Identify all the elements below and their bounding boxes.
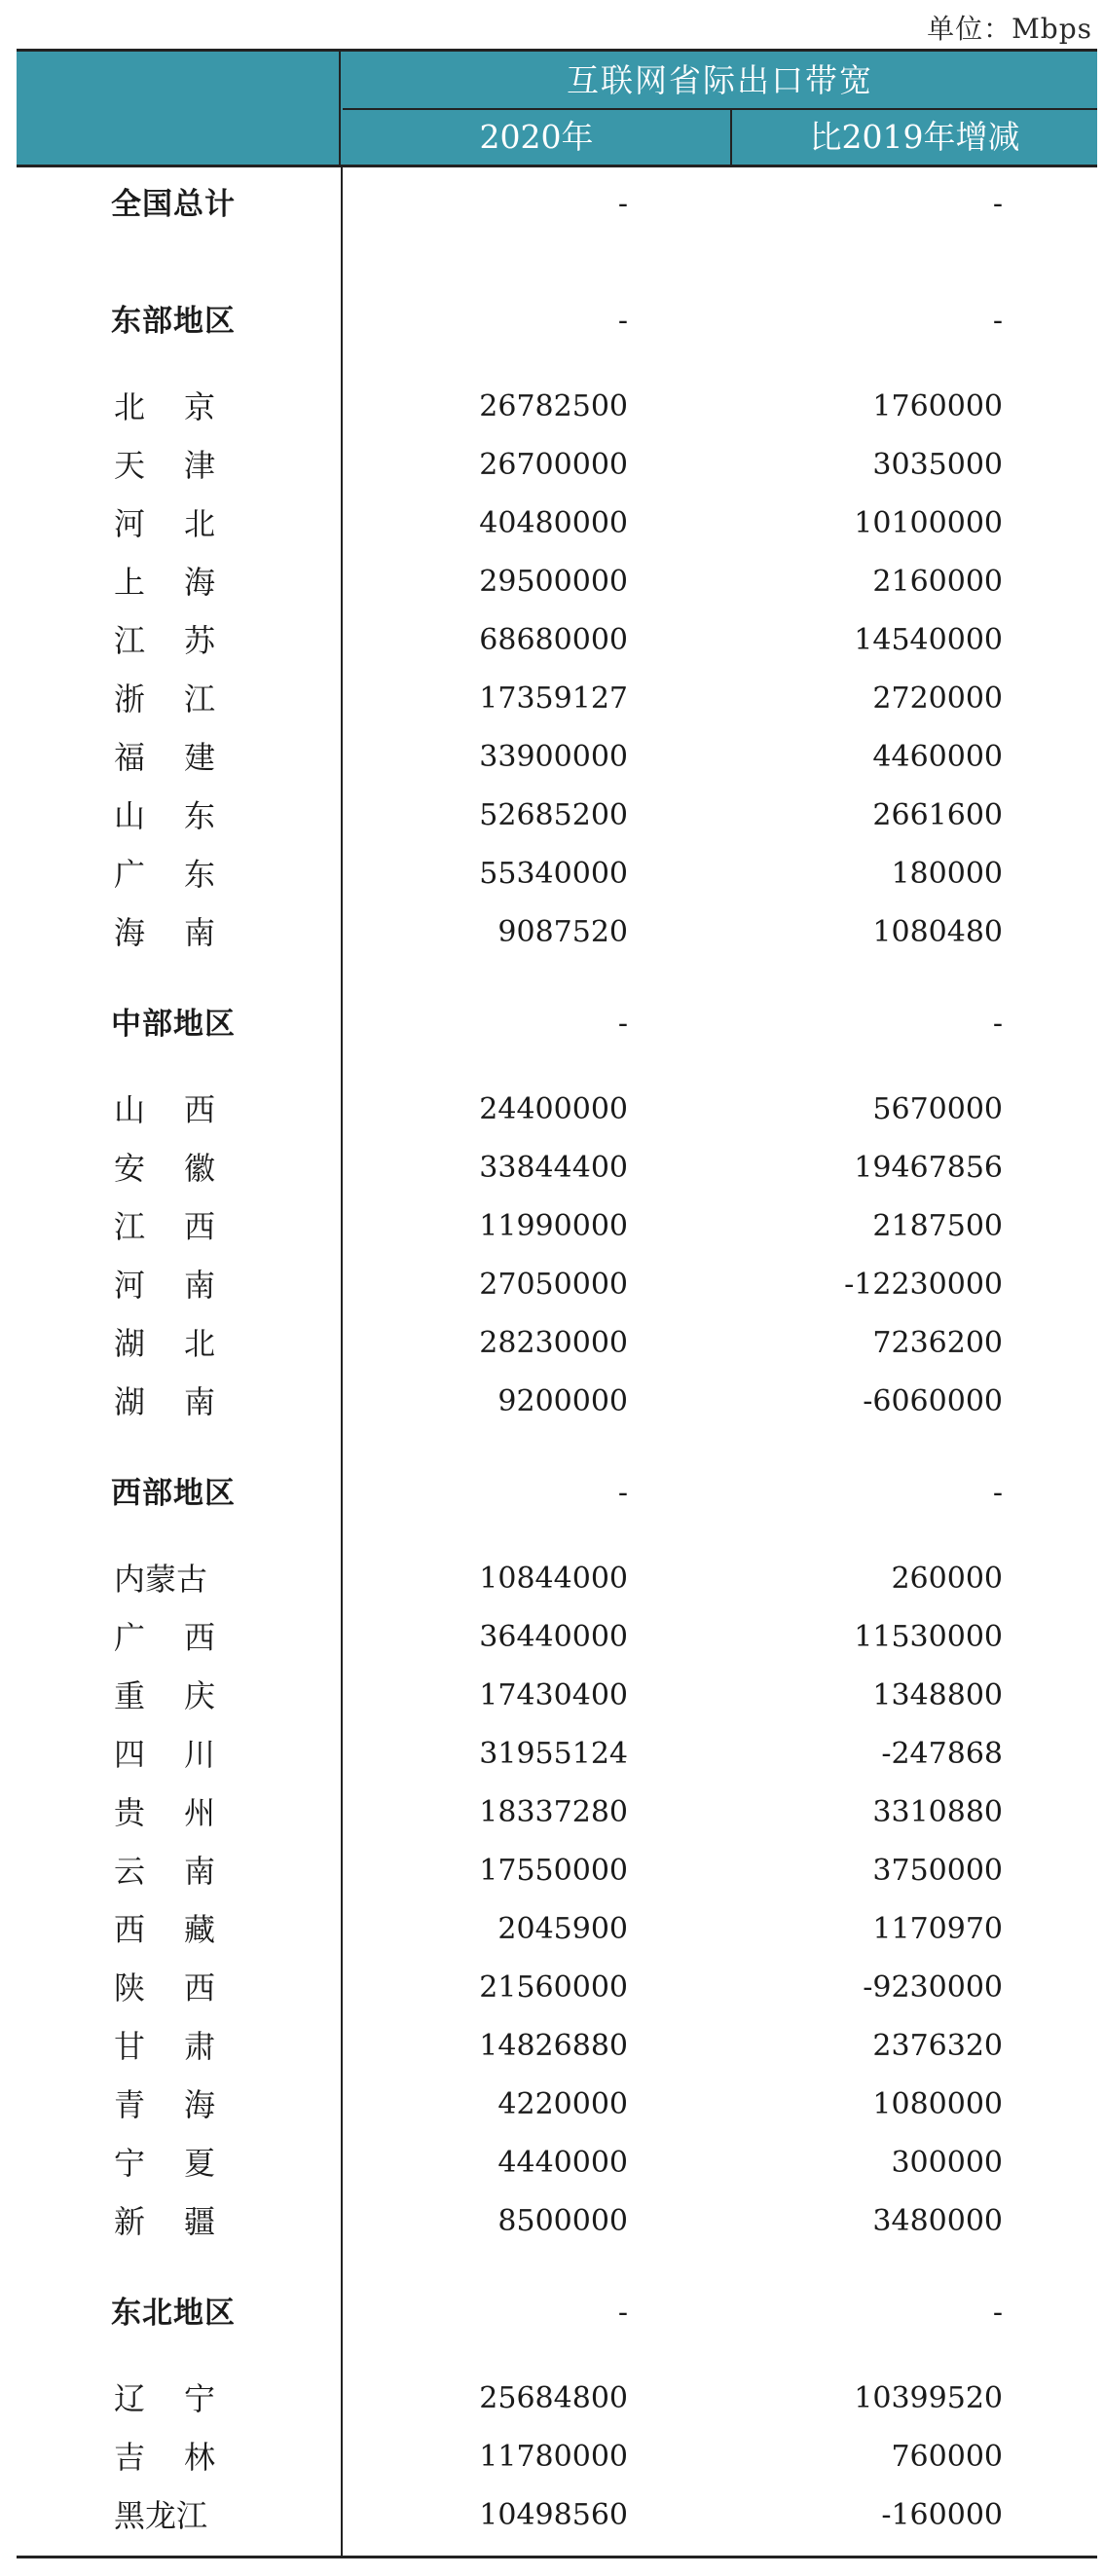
table-row	[17, 1967, 1097, 2009]
value-change: 3750000	[872, 1854, 1003, 1888]
region-name: 中部地区	[111, 1007, 236, 1042]
value-change: 10100000	[854, 506, 1003, 540]
table-row	[17, 2377, 1097, 2420]
province-name: 西 藏	[114, 1911, 215, 1948]
value-2020: 26700000	[479, 448, 628, 482]
value-change: 1170970	[872, 1912, 1003, 1946]
value-change: -	[992, 1476, 1003, 1510]
value-2020: 10844000	[479, 1562, 628, 1596]
table-row	[17, 1558, 1097, 1601]
table-row	[17, 1908, 1097, 1951]
region-row	[17, 1003, 1097, 1046]
table-row	[17, 2494, 1097, 2537]
value-2020: 36440000	[479, 1620, 628, 1654]
table-row	[17, 2142, 1097, 2185]
province-name: 广 东	[114, 856, 215, 893]
value-2020: 26782500	[479, 389, 628, 423]
province-name: 河 南	[114, 1267, 215, 1304]
region-row	[17, 1472, 1097, 1515]
province-name: 湖 南	[114, 1383, 215, 1420]
value-change: 2160000	[872, 565, 1003, 599]
value-2020: 4440000	[497, 2146, 628, 2180]
province-name: 河 北	[114, 505, 215, 542]
value-change: 4460000	[872, 740, 1003, 774]
header-col-change: 比2019年增减	[809, 118, 1020, 156]
table-row	[17, 561, 1097, 604]
value-2020: 9087520	[497, 915, 628, 949]
value-2020: 40480000	[479, 506, 628, 540]
value-change: 1080000	[872, 2087, 1003, 2121]
value-2020: 10498560	[479, 2498, 628, 2532]
value-change: 1760000	[872, 389, 1003, 423]
value-2020: 11990000	[479, 1209, 628, 1243]
table-row	[17, 444, 1097, 487]
value-2020: 52685200	[479, 798, 628, 832]
value-2020: -	[617, 304, 628, 338]
province-name: 云 南	[114, 1853, 215, 1890]
province-name: 陕 西	[114, 1969, 215, 2006]
table-bottom-rule	[17, 2556, 1097, 2558]
value-change: -	[992, 1007, 1003, 1041]
value-change: 11530000	[854, 1620, 1003, 1654]
province-name: 湖 北	[114, 1325, 215, 1362]
value-change: -9230000	[863, 1970, 1003, 2005]
province-name: 浙 江	[114, 681, 215, 718]
value-change: 300000	[891, 2146, 1003, 2180]
table-row	[17, 1733, 1097, 1776]
province-name: 内蒙古	[114, 1561, 208, 1598]
value-2020: 25684800	[479, 2381, 628, 2415]
province-name: 重 庆	[114, 1677, 215, 1714]
table-row	[17, 1264, 1097, 1306]
value-change: -	[992, 304, 1003, 338]
value-change: -	[992, 2296, 1003, 2330]
province-name: 安 徽	[114, 1150, 215, 1187]
province-name: 新 疆	[114, 2203, 215, 2240]
province-name: 广 西	[114, 1619, 215, 1656]
value-change: -247868	[881, 1737, 1003, 1771]
value-2020: 31955124	[479, 1737, 628, 1771]
header-col-2020: 2020年	[343, 110, 732, 165]
value-change: 14540000	[854, 623, 1003, 657]
value-change: 2661600	[872, 798, 1003, 832]
table-row	[17, 1850, 1097, 1893]
value-2020: 29500000	[479, 565, 628, 599]
value-change: 2376320	[872, 2029, 1003, 2063]
table-row	[17, 1791, 1097, 1834]
table-row	[17, 853, 1097, 896]
value-change: -12230000	[844, 1268, 1003, 1302]
value-2020: 33844400	[479, 1151, 628, 1185]
table-row	[17, 1380, 1097, 1423]
province-name: 天 津	[114, 447, 215, 484]
value-2020: 27050000	[479, 1268, 628, 1302]
table-row	[17, 2083, 1097, 2126]
value-change: 3480000	[872, 2204, 1003, 2238]
value-2020: 24400000	[479, 1092, 628, 1126]
value-2020: 9200000	[497, 1384, 628, 1418]
province-name: 辽 宁	[114, 2380, 215, 2417]
province-name: 山 东	[114, 797, 215, 834]
region-row	[17, 300, 1097, 343]
region-name: 西部地区	[111, 1476, 236, 1511]
province-name: 江 西	[114, 1208, 215, 1245]
value-change: 760000	[891, 2440, 1003, 2474]
province-name: 福 建	[114, 739, 215, 776]
region-name: 东部地区	[111, 304, 236, 339]
value-2020: -	[617, 187, 628, 221]
table-row	[17, 502, 1097, 545]
header-group-title: 互联网省际出口带宽	[343, 52, 1097, 110]
value-change: -160000	[881, 2498, 1003, 2532]
value-2020: -	[617, 1007, 628, 1041]
value-2020: 28230000	[479, 1326, 628, 1360]
value-2020: 8500000	[497, 2204, 628, 2238]
value-2020: 33900000	[479, 740, 628, 774]
table-row	[17, 911, 1097, 954]
province-name: 黑龙江	[114, 2497, 208, 2534]
value-change: 2720000	[872, 681, 1003, 716]
province-name: 宁 夏	[114, 2145, 215, 2182]
table-row	[17, 1322, 1097, 1365]
table-row	[17, 736, 1097, 779]
table-row	[17, 2200, 1097, 2243]
region-name: 东北地区	[111, 2296, 236, 2331]
value-change: 260000	[891, 1562, 1003, 1596]
region-name: 全国总计	[111, 187, 236, 222]
value-change: -	[992, 187, 1003, 221]
value-2020: 14826880	[479, 2029, 628, 2063]
value-2020: -	[617, 2296, 628, 2330]
value-2020: 55340000	[479, 857, 628, 891]
table-row	[17, 678, 1097, 720]
value-2020: 21560000	[479, 1970, 628, 2005]
value-2020: 68680000	[479, 623, 628, 657]
province-name: 山 西	[114, 1091, 215, 1128]
table-header	[17, 49, 1097, 167]
value-2020: 4220000	[497, 2087, 628, 2121]
table-row	[17, 386, 1097, 428]
table-row	[17, 2436, 1097, 2479]
value-change: 3310880	[872, 1795, 1003, 1829]
header-region-cell	[17, 52, 341, 165]
value-change: 3035000	[872, 448, 1003, 482]
province-name: 贵 州	[114, 1794, 215, 1831]
value-2020: 17550000	[479, 1854, 628, 1888]
region-row	[17, 2292, 1097, 2335]
value-2020: 11780000	[479, 2440, 628, 2474]
value-change: 1080480	[872, 915, 1003, 949]
value-change: 2187500	[872, 1209, 1003, 1243]
value-change: 19467856	[854, 1151, 1003, 1185]
table-row	[17, 1205, 1097, 1248]
table-row	[17, 2025, 1097, 2068]
value-2020: 18337280	[479, 1795, 628, 1829]
value-change: 7236200	[872, 1326, 1003, 1360]
province-name: 吉 林	[114, 2439, 215, 2476]
value-2020: -	[617, 1476, 628, 1510]
province-name: 青 海	[114, 2086, 215, 2123]
table-row	[17, 1147, 1097, 1190]
value-change: 5670000	[872, 1092, 1003, 1126]
value-2020: 17430400	[479, 1678, 628, 1712]
value-2020: 2045900	[497, 1912, 628, 1946]
table-row	[17, 619, 1097, 662]
value-change: 10399520	[854, 2381, 1003, 2415]
unit-label: 单位：Mbps	[927, 13, 1092, 45]
province-name: 上 海	[114, 564, 215, 601]
province-name: 四 川	[114, 1736, 215, 1773]
table-row	[17, 1674, 1097, 1717]
province-name: 北 京	[114, 388, 215, 425]
value-2020: 17359127	[479, 681, 628, 716]
table-row	[17, 794, 1097, 837]
region-row	[17, 183, 1097, 226]
province-name: 海 南	[114, 914, 215, 951]
province-name: 甘 肃	[114, 2028, 215, 2065]
value-change: 180000	[891, 857, 1003, 891]
table-row	[17, 1616, 1097, 1659]
value-change: -6060000	[863, 1384, 1003, 1418]
value-change: 1348800	[872, 1678, 1003, 1712]
table-row	[17, 1088, 1097, 1131]
province-name: 江 苏	[114, 622, 215, 659]
